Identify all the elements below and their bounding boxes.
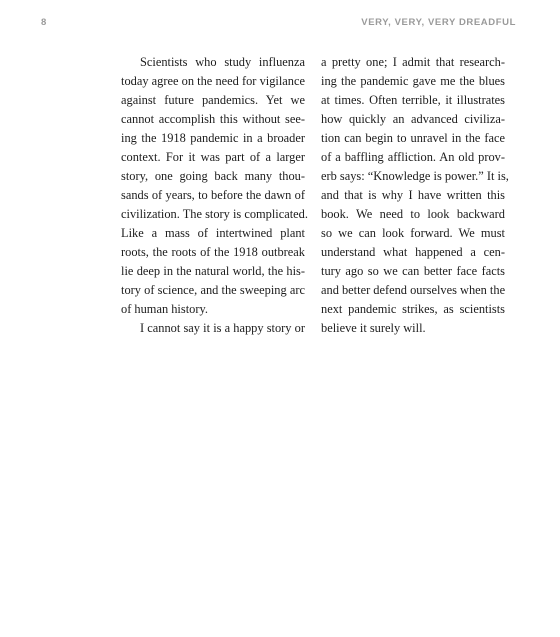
text-line: so we can look forward. We must xyxy=(321,226,505,240)
text-line: of a baffling affliction. An old prov- xyxy=(321,150,505,164)
text-line: tory of science, and the sweeping arc xyxy=(121,283,305,297)
text-line: against future pandemics. Yet we xyxy=(121,93,305,107)
text-line: ing the pandemic gave me the blues xyxy=(321,74,505,88)
left-column xyxy=(121,53,308,338)
text-line: and that is why I have written this xyxy=(321,188,505,202)
text-line: cannot accomplish this without see- xyxy=(121,112,305,126)
paragraph xyxy=(321,53,509,338)
text-line: understand what happened a cen- xyxy=(321,245,505,259)
text-line: ing the 1918 pandemic in a broader xyxy=(121,131,305,145)
text-line: civilization. The story is complicated. xyxy=(121,207,308,221)
text-line: erb says: “Knowledge is power.” It is, xyxy=(321,169,509,183)
text-line: a pretty one; I admit that research- xyxy=(321,55,505,69)
page-number: 8 xyxy=(41,17,47,28)
text-line: next pandemic strikes, as scientists xyxy=(321,302,505,316)
book-title: VERY, VERY, VERY DREADFUL xyxy=(361,17,516,28)
text-line: sands of years, to before the dawn of xyxy=(121,188,305,202)
text-line: believe it surely will. xyxy=(321,321,426,335)
text-line: I cannot say it is a happy story or xyxy=(140,321,305,335)
text-line: story, one going back many thou- xyxy=(121,169,305,183)
text-line: lie deep in the natural world, the his- xyxy=(121,264,305,278)
text-line: at times. Often terrible, it illustrates xyxy=(321,93,505,107)
paragraph xyxy=(121,53,308,319)
text-line: today agree on the need for vigilance xyxy=(121,74,305,88)
text-line: of human history. xyxy=(121,302,208,316)
text-line: Scientists who study influenza xyxy=(140,55,305,69)
text-line: roots, the roots of the 1918 outbreak xyxy=(121,245,305,259)
text-columns xyxy=(121,53,509,338)
text-line: context. For it was part of a larger xyxy=(121,150,305,164)
right-column xyxy=(321,53,509,338)
text-line: tury ago so we can better face facts xyxy=(321,264,505,278)
text-line: tion can begin to unravel in the face xyxy=(321,131,505,145)
running-head xyxy=(41,17,516,31)
text-line: book. We need to look backward xyxy=(321,207,505,221)
text-line: and better defend ourselves when the xyxy=(321,283,506,297)
text-line: how quickly an advanced civiliza- xyxy=(321,112,505,126)
text-line: Like a mass of intertwined plant xyxy=(121,226,305,240)
paragraph xyxy=(121,319,305,338)
